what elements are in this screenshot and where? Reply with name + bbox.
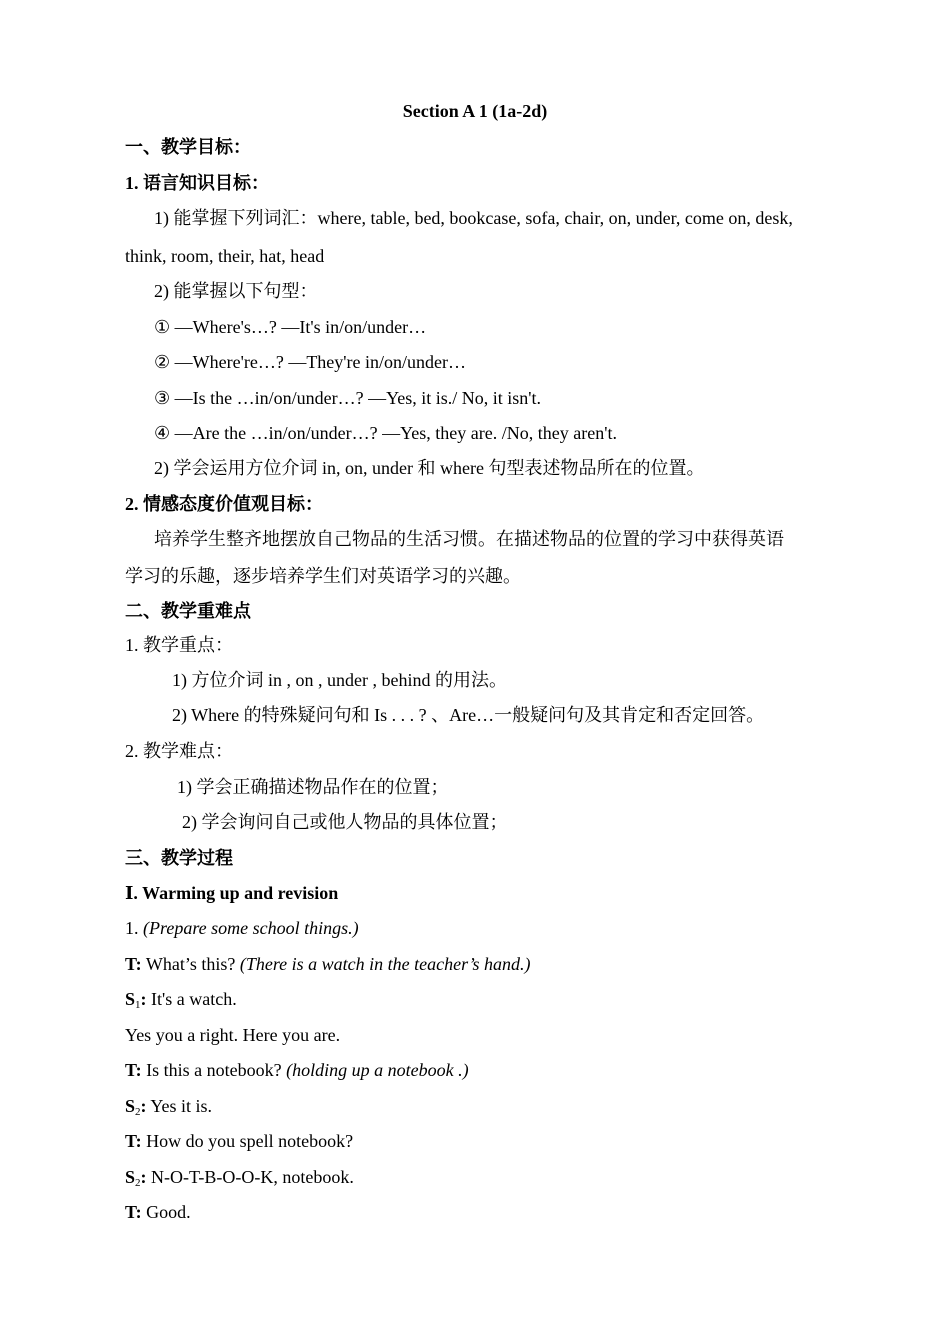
speaker-colon: : bbox=[140, 989, 147, 1009]
dialogue-line-t1 bbox=[125, 952, 530, 976]
dialogue-text: What’s this? bbox=[141, 954, 240, 974]
heading-teaching-objectives: 一、教学目标： bbox=[125, 137, 251, 157]
vocab-line-2: think, room, their, hat, head bbox=[125, 246, 325, 266]
key-points-title: 1. 教学重点： bbox=[125, 635, 233, 655]
student-number: 2 bbox=[135, 1177, 141, 1189]
dialogue-line-t2 bbox=[125, 1058, 469, 1082]
difficult-point-1: 1) 学会正确描述物品作在的位置； bbox=[177, 777, 449, 797]
dialogue-line-reply: Yes you a right. Here you are. bbox=[125, 1025, 341, 1045]
pattern-3: ③ —Is the …in/on/under…? —Yes, it is./ No, it isn't. bbox=[154, 388, 542, 408]
vocab-line-1: 1) 能掌握下列词汇：where, table, bed, bookcase, sofa, chair, on, under, come on, desk, bbox=[154, 208, 793, 228]
patterns-intro: 2) 能掌握以下句型： bbox=[154, 281, 318, 301]
pattern-2: ② —Where're…? —They're in/on/under… bbox=[154, 352, 467, 372]
dialogue-line-t4 bbox=[125, 1200, 191, 1224]
speaker-student: S bbox=[125, 1167, 136, 1187]
student-number: 2 bbox=[135, 1106, 141, 1118]
dialogue-text: It's a watch. bbox=[146, 989, 237, 1009]
speaker-colon: : bbox=[140, 1167, 147, 1187]
speaker-teacher: T: bbox=[125, 1131, 142, 1151]
heading-warming-up: Ⅰ. Warming up and revision bbox=[125, 883, 339, 903]
speaker-student: S bbox=[125, 989, 136, 1009]
step-1-number: 1. bbox=[125, 918, 143, 938]
dialogue-text: Yes it is. bbox=[146, 1096, 213, 1116]
dialogue-line-s2b bbox=[125, 1165, 354, 1189]
speaker-colon: : bbox=[140, 1096, 147, 1116]
emotion-line-2: 学习的乐趣，逐步培养学生们对英语学习的兴趣。 bbox=[125, 566, 521, 586]
step-1 bbox=[125, 916, 359, 940]
heading-teaching-process: 三、教学过程 bbox=[125, 848, 233, 868]
speaker-student: S bbox=[125, 1096, 136, 1116]
stage-direction: (There is a watch in the teacher’s hand.) bbox=[239, 954, 531, 974]
difficult-points-title: 2. 教学难点： bbox=[125, 741, 233, 761]
dialogue-text: Is this a notebook? bbox=[141, 1060, 287, 1080]
step-1-note: (Prepare some school things.) bbox=[143, 918, 359, 938]
dialogue-line-s1 bbox=[125, 987, 237, 1011]
heading-language-objectives: 1. 语言知识目标： bbox=[125, 173, 269, 193]
stage-direction: (holding up a notebook .) bbox=[286, 1060, 469, 1080]
dialogue-line-s2a bbox=[125, 1094, 212, 1118]
key-point-2: 2) Where 的特殊疑问句和 Is . . . ? 、Are…一般疑问句及其肯定和否定回答。 bbox=[172, 705, 765, 725]
pattern-1: ① —Where's…? —It's in/on/under… bbox=[154, 317, 427, 337]
dialogue-text: How do you spell notebook? bbox=[141, 1131, 354, 1151]
heading-key-difficult-points: 二、教学重难点 bbox=[125, 601, 251, 621]
document-title: Section A 1 (1a-2d) bbox=[402, 101, 548, 121]
speaker-teacher: T: bbox=[125, 954, 142, 974]
dialogue-line-t3 bbox=[125, 1129, 353, 1153]
emotion-line-1: 培养学生整齐地摆放自己物品的生活习惯。在描述物品的位置的学习中获得英语 bbox=[154, 529, 784, 549]
dialogue-text: Good. bbox=[141, 1202, 191, 1222]
student-number: 1 bbox=[135, 999, 141, 1011]
speaker-teacher: T: bbox=[125, 1060, 142, 1080]
speaker-teacher: T: bbox=[125, 1202, 142, 1222]
prepositions-objective: 2) 学会运用方位介词 in, on, under 和 where 句型表述物品所在的位置。 bbox=[154, 458, 705, 478]
heading-emotion-objectives: 2. 情感态度价值观目标： bbox=[125, 494, 323, 514]
pattern-4: ④ —Are the …in/on/under…? —Yes, they are. /No, they aren't. bbox=[154, 423, 617, 443]
difficult-point-2: 2) 学会询问自己或他人物品的具体位置； bbox=[182, 812, 508, 832]
key-point-1: 1) 方位介词 in , on , under , behind 的用法。 bbox=[172, 670, 507, 690]
dialogue-text: N-O-T-B-O-O-K, notebook. bbox=[146, 1167, 354, 1187]
